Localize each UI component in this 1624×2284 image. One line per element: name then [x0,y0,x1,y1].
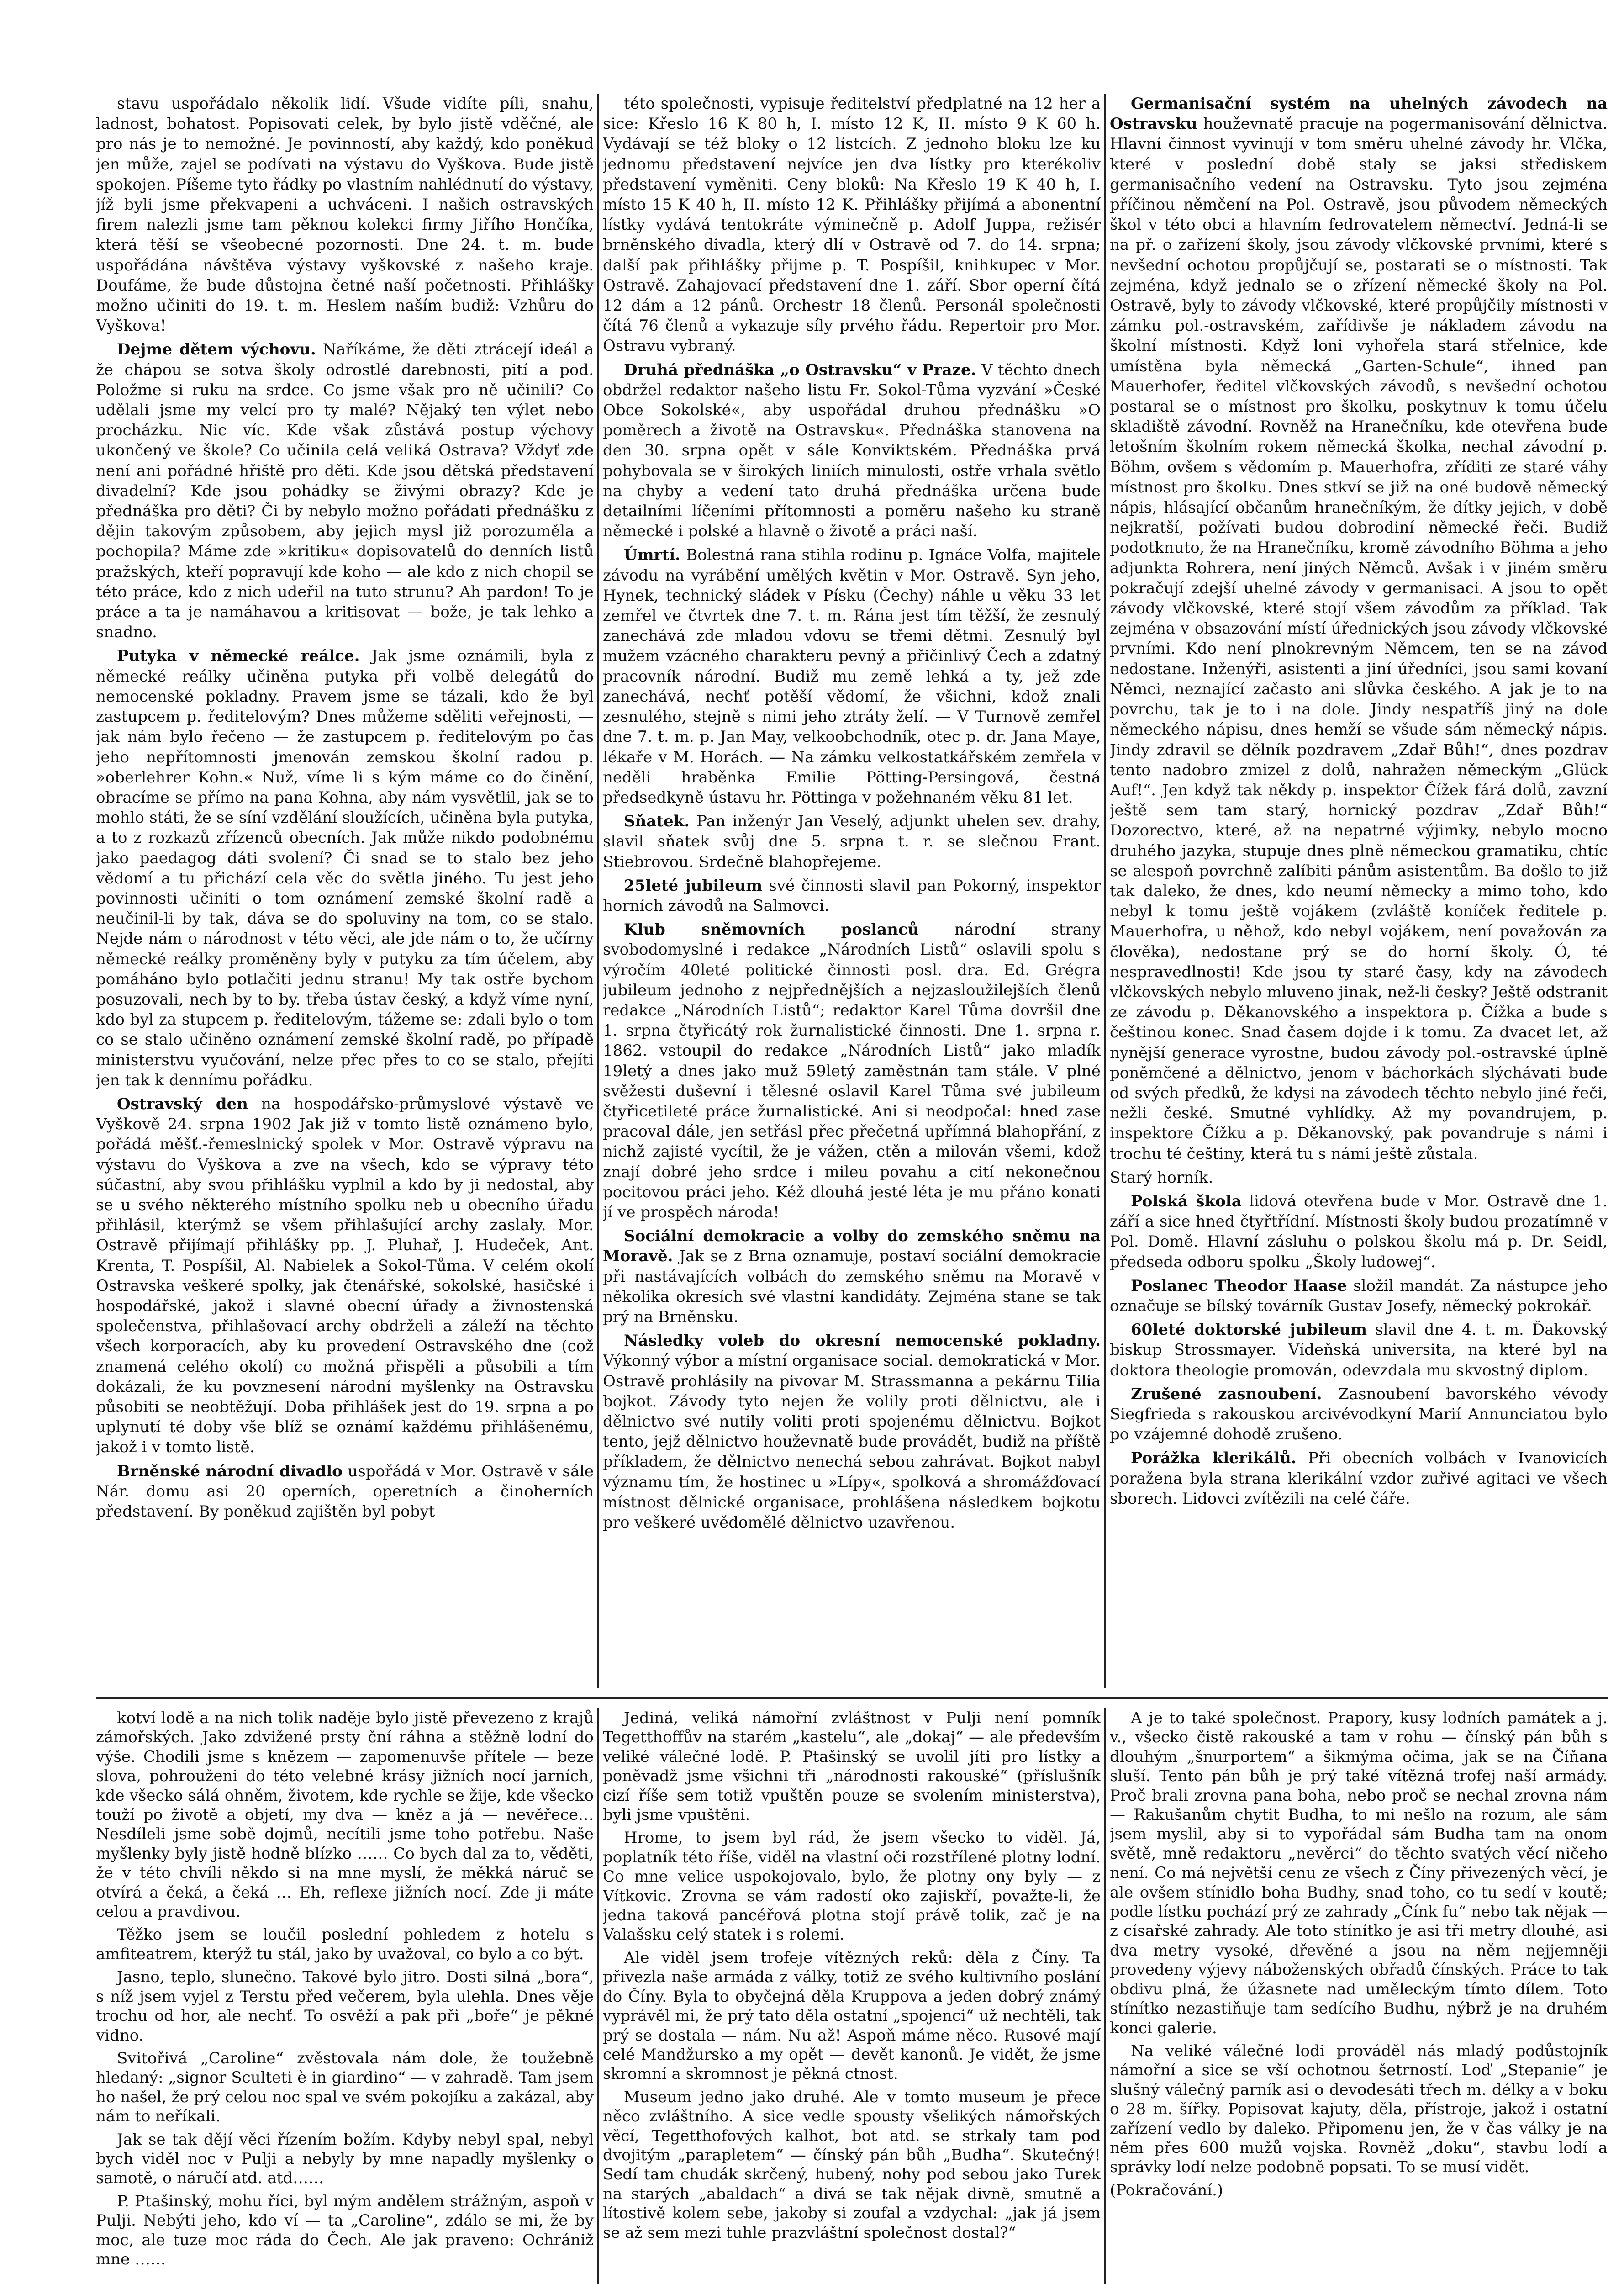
article-paragraph [603,1226,1101,1327]
article-body: A je to také společnost. Prapory, kusy lodních památek a j. v., všecko čistě rakouské a tam v rohu — čínský pán bůh s dlouhým „šnurportem“ a šikmýma očima, jak se na Číňana sluší. Tento pán bůh je prý také vítězná trofej naší armády. Proč brali zrovna pana boha, nebo proč se nechal zrovna nám — Rakušanům chytit Budha, to mi nešlo na rozum, ale sám jsem myslil, aby si to vypořádal sám Budha tam na onom světě, mně redaktoru „nevěrci“ do těchto svatých věcí ničeho není. Co má největší cenu ze všech z Číny přivezených věcí, je ale ovšem stínidlo boha Budhy, snad toho, co tu sedí v koutě; podle lístku pochází prý ze zahrady „Čínk fu“ nebo tak nějak — z císařské zahrady. Ale toto stínítko je asi tři metry dlouhé, asi dva metry vysoké, dřevěné a jsou na něm nejjemněji provedeny výjevy náboženských obřadů čínských. Práce to tak obdivu plná, že úžasnete nad uměleckým tímto dílem. Toto stínítko nezastiňuje tam sedícího Budhu, nýbrž je na druhém konci galerie. [1110,1709,1608,2037]
article-body: národní strany svobodomyslné i redakce „Národních Listů“ oslavili spolu s výročím 40leté politické činnosti posl. dra. Ed. Grégra jubileum jednoho z nejpřednějších a nejzasloužilejších členů redakce „Národních Listů“; redaktor Karel Tůma dovršil dne 1. srpna čtyřicátý rok žurnalistické činnosti. Dne 1. srpna r. 1862. vstoupil do redakce „Národních Listů“ jako mladík 19letý a dnes jako muž 59letý zaměstnán tam stále. V plné svěžesti duševní i tělesné oslavil Karel Tůma své jubileum čtyřicetileté práce žurnalistické. Ani si neodpočal: hned zase pracoval dále, jen setřásl přec přečetná upřímná blahopřání, z nichž zajisté vycítil, že je vážen, ctěn a milován všemi, kdož znají dobré jeho srdce i mileu povahu a cití nekonečnou pocitovou práci jeho. Kéž dlouhá jesté léta je mu přáno konati jí ve prospěch národa! [603,920,1101,1221]
article-paragraph [1110,1384,1608,1445]
article-paragraph [96,1925,594,1964]
article-headline: Poslanec Theodor Haase [1131,1276,1347,1295]
column-rule [1104,94,1106,1688]
article-body: Zasnoubení bavorského vévody Siegfrieda s rakouskou arcivévodkyní Marií Annunciatou bylo po vzájemné dohodě zrušeno. [1110,1385,1608,1444]
article-body: Na veliké válečné lodi prováděl nás mladý podůstojník námořní a sice se vší ochotnou šetrností. Loď „Stepanie“ je slušný válečný parník asi o devodesáti třech m. délky a v boku o 28 m. šířky. Popisovat kajuty, děla, přístroje, jakož i ostatní zařízení vedlo by daleko. Připomenu jen, že v čas války je na něm přes 600 mužů vojska. Rovněž „doku“, stavbu lodí a správky lodí nelze podobně popsati. To se musí vidět. [1110,2041,1608,2177]
article-body: P. Ptašinský, mohu říci, byl mým andělem strážným, aspoň v Pulji. Nebýti jeho, kdo ví — ta „Caroline“, zdálo se mi, že by moc, ale tuze moc ráda do Čech. Ale jak praveno: Ochrániž mne …… [96,2192,594,2268]
article-paragraph [96,2049,594,2126]
article-headline: Sociální demokracie a volby do zemského sněmu na Moravě. [603,1227,1101,1266]
article-body: své činnosti slavil pan Pokorný, inspektor horních závodů na Salmovci. [603,876,1101,915]
article-body: kotví lodě a na nich tolik naděje bylo jistě převezeno z krajů zámořských. Jako zdvižené prsty ční ráhna a stěžně lodní do výše. Chodili jsme s knězem — zapomenuvše přítele — beze slova, pohrouženi do této velebné krásy jižních nocí jarních, kde všecko sálá ohněm, životem, kde rychle se žije, kde všecko touží po životě a objetí, my dva — kněz a já — nevěřece… Nesdíleli jsme sobě dojmů, necítili jsme toho potřebu. Naše myšlenky byly jistě hodně blízko …… Co bych dal za to, věděti, že v této chvíli někdo si na mne myslí, že měkká náruč se otvírá a čeká, a čeká … Eh, reflexe jižních nocí. Zde ji máte celou a pravdivou. [96,1709,594,1921]
article-headline: 60leté doktorské jubileum [1131,1321,1367,1339]
article-body: Jak jsme oznámili, byla z německé reálky učiněna putyka při volbě delegátů do nemocenské pokladny. Pravem jsme se tázali, kdo že byl zastupcem p. ředitelovým? Dnes můžeme sděliti veřejnosti, — jak nám bylo řečeno — že zastupcem p. ředitelovým po čas jeho nepřítomnosti jmenován zemskou školní radou p. »oberlehrer Kohn.« Nuž, víme li s kým máme co do činění, obracíme se přímo na pana Kohna, aby nám vysvětlil, jak se to mohlo státi, že se síní vzdělání sloužících, učiněna byla putyka, a to z rozkazů zřízenců obecních. Jak může nikdo podobnému jako paedagog dáti svolení? Či snad se to stalo bez jeho vědomí a tu přichází cela věc do světla jiného. Tu jest jeho povinnosti učiniti o tom oznámení zemské školní radě a neučinil-li by tak, dáva se do spoluviny na tom, co se stalo. Nejde nám o národnost v této věci, ale jde nám o to, že učírny německé reálky proměněny byly v putyku za tím účelem, aby pomáháno bylo potlačiti jednu stranu! My tak ostře bychom posuzovali, nech by to by. třeba ústav český, a když víme nyní, kdo byl za stupcem p. ředitelovým, tážeme se: zdali bylo o tom co se stalo učiněno oznámení zemské školní radě, po případě ministerstvu vyučování, nelze přec přes to co se stalo, přejíti jen tak k dennímu pořádku. [96,647,594,1089]
article-paragraph [603,1331,1101,1533]
article-body: Bolestná rana stihla rodinu p. Ignáce Volfa, majitele závodu na vyrábění umělých květin v Mor. Ostravě. Syn jeho, Hynek, technický sládek v Písku (Čechy) náhle u věku 33 let zemřel ve čtvrtek dne 7. t. m. Rána jest tím těžší, že zesnulý zanechává zde mladou vdovu se třemi dětmi. Zesnulý byl mužem vzácného charakteru pevný a přičinlivý Čech a zdatný pracovník národní. Budiž mu země lehká a ty, jež zde zanechává, nechť potěší vědomí, že všichni, kdož znali zesnulého, stejně s nimi jeho ztráty želí. — V Turnově zemřel dne 7. t. m. p. Jan May, velkoobchodník, otec p. dr. Jana Maye, lékaře v M. Horách. — Na zámku velkostatkářském zemřela v neděli hraběnka Emilie Pötting-Persingová, čestná předsedkyně ústavu hr. Pöttinga v požehnaném věku 81 let. [603,546,1101,807]
article-headline: Sňatek. [624,812,690,831]
article-paragraph [1110,2041,1608,2177]
column-rule [1104,1708,1106,2284]
article-paragraph [603,94,1101,356]
article-body: Jediná, veliká námořní zvláštnost v Pulji není pomník Tegetthoffův na starém „kastelu“, ale „dokaj“ — ale především veliké válečné lodě. P. Ptašinský se uvolil jíti pro lístky a poněvadž jsme všichni tři „národnosti rakouské“ (příslušník cizí říše sem totiž vpuštěn pouze se svolením ministerstva), byli jsme vpuštěni. [603,1709,1101,1824]
article-body: Při obecních volbách v Ivanovicích poražena byla strana klerikální vzdor zuřivé agitaci ve všech sborech. Lidovci zvítězili na celé čáře. [1110,1449,1608,1508]
article-paragraph [603,360,1101,542]
article-paragraph [1110,1191,1608,1272]
article-headline: Následky voleb do okresní nemocenské pokladny. [624,1332,1101,1350]
article-body: Svitořivá „Caroline“ zvěstovala nám dole, že toužebně hledaný: „signor Sculteti è in giardino“ — v zahradě. Tam jsem ho našel, že prý celou noc spal ve svém pokojíku a zakázal, aby nám to neříkali. [96,2049,594,2126]
article-paragraph [96,339,594,642]
article-paragraph [1110,1276,1608,1316]
article-paragraph [96,2192,594,2269]
article-headline: Polská škola [1131,1192,1242,1211]
article-paragraph [96,646,594,1090]
column-rule [597,94,599,1688]
article-paragraph [1110,1448,1608,1509]
article-paragraph [96,1461,594,1522]
article-body: Jasno, teplo, slunečno. Takové bylo jitro. Dosti silná „bora“, s níž jsem vyjel z Terstu před večerem, byla ulehla. Dnes věje trochu od hor, ale nechť. To osvěží a pak při „boře“ je pěkné vidno. [96,1968,594,2045]
continued-note: (Pokračování.) [1110,2181,1223,2199]
news-column-3 [1110,94,1608,1688]
article-body: této společnosti, vypisuje ředitelství předplatné na 12 her a sice: Křeslo 16 K 80 h, I. místo 12 K, II. místo 9 K 60 h. Vydávají se též bloky o 12 lístcích. Z jednoho bloku lze ku jednomu představení nejvíce jen dva lístky pro kterékoliv představení vyměniti. Ceny bloků: Na Křeslo 19 K 40 h, I. místo 15 K 40 h, II. místo 12 K. Přihlášky přijímá a abonentní lístky vydává tentokráte výminečně p. Adolf Juppa, režisér brněnského divadla, který dlí v Ostravě od 7. do 14. srpna; další pak přihlášky přijme p. T. Pospíšil, knihkupec v Mor. Ostravě. Zahajovací představení dne 1. září. Sbor operní čítá 12 dám a 12 pánů. Orchestr 18 členů. Personál společnosti čítá 76 členů a vykazuje síly prvého řádu. Repertoir pro Mor. Ostravu vybraný. [603,95,1101,355]
article-headline: Úmrtí. [624,546,680,565]
feuilleton-rule [96,1697,1608,1699]
article-headline: Ostravský den [117,1094,248,1113]
article-body: Výkonný výbor a místní organisace social. demokratická v Mor. Ostravě prohlásily na pivovar M. Strassmanna a pekárnu Tilia bojkot. Závody tyto nejen že volily proti dělnictvu, ale i dělnictvo své nutily voliti proti spojenému dělnictvu. Bojkot tento, jejž dělnictvo houževnatě bude provádět, budiž na příště příkladem, že dělnictvo nenechá sebou zahrávat. Bojkot nabyl významu tím, že hostinec u »Lípy«, spolková a shromážďovací místnost dělnické organisace, prohlášena následkem bojkotu pro veškeré uvědomělé dělnictvo uzavřenou. [603,1352,1101,1532]
article-headline: Putyka v německé reálce. [117,647,360,666]
article-body: Hrome, to jsem byl rád, že jsem všecko to viděl. Já, poplatník této říše, viděl na vlastní oči rozstřílené plotny lodní. Co mne velice uspokojovalo, bylo, že plotny ony byly — z Vítkovic. Zrovna se vám radostí oko zajiskří, považte-li, že jedna taková pancéřová plotna stojí právě tolik, zač je na Valašsku celý statek i s rolemi. [603,1829,1101,1944]
article-paragraph [603,920,1101,1222]
article-body: stavu uspořádalo několik lidí. Všude vidíte píli, snahu, ladnost, bohatost. Popisovati celek, by bylo jistě vděčné, ale pro nás je to nemožné. Je povinností, aby každý, kdo poněkud jen může, zajel se podívati na výstavu do Vyškova. Bude jistě spokojen. Píšeme tyto řádky po vlastním nahlédnutí do výstavy, jíž byli jsme překvapeni a uchváceni. I našich ostravských firem nalezli jsme tam pěknou kolekci firmy Jiřího Hončíka, která těší se všeobecné pozornosti. Dne 24. t. m. bude uspořádána návštěva výstavy vyškovské z našeho kraje. Doufáme, že bude důstojna četné naší početnosti. Přihlášky možno učiniti do 19. t. m. Heslem naším budiž: Vzhůru do Vyškova! [96,95,594,335]
article-headline: Klub sněmovních poslanců [624,920,919,939]
article-body: V těchto dnech obdržel redaktor našeho listu Fr. Sokol-Tůma vyzvání »České Obce Sokolské«, aby uspořádal druhou přednášku »O poměrech a životě na Ostravsku«. Přednáška stanovena na den 30. srpna opět v sále Konviktském. Přednáška prvá pohybovala se v širokých liniích minulosti, ostře vrhala světlo na chyby a vedení tato druhá přednáška určena bude detailními líčeními přítomnosti a poměru našeho ku straně německé i polské a hlavně o životě a práci naší. [603,360,1101,541]
article-body: Museum jedno jako druhé. Ale v tomto museum je přece něco zvláštního. A sice vedle spousty všelikých námořských věcí, Tegetthofových kalhot, bot atd. se strkaly tam pod dvojitým „parapletem“ — čínský pán bůh „Budha“. Skutečný! Sedí tam chudák skrčený, hubený, nohy pod sebou jako Turek na starých „abaldach“ a divá se tak nějak divně, smutně a lítostivě kolem sebe, jakoby si zoufal a vzdychal: „jak já jsem se až sem mezi tuhle prazvláštní společnost dostal?“ [603,2088,1101,2242]
news-column-2 [603,94,1101,1688]
article-paragraph [96,2130,594,2188]
article-paragraph [603,1948,1101,2084]
article-paragraph [603,1708,1101,1824]
article-headline: Brněnské národní divadlo [117,1462,343,1480]
article-headline: Zrušené zasnoubení. [1131,1385,1322,1403]
article-body: slavil dne 4. t. m. Ďakovský biskup Strossmayer. Vídeňská universita, na které byl na doktora theologie promován, odevzdala mu skvostný diplom. [1110,1321,1608,1380]
article-paragraph [1110,1320,1608,1380]
news-column-1 [96,94,594,1688]
article-headline: Druhá přednáška „o Ostravsku“ v Praze. [624,360,976,379]
article-headline: Germanisační systém na uhelných závodech na Ostravsku [1110,95,1608,133]
article-paragraph [96,1967,594,2045]
article-body: houževnatě pracuje na pogermanisování dělnictva. Hlavní činnost vyvinují v tom směru uhelné závody hr. Vlčka, které v poslední době staly se jaksi střediskem germanisačního vedení na Ostravsku. Tyto jsou zejména příčinou němčení na Pol. Ostravě, jsou původem německých škol v této obci a hlavním fedrovatelem němectví. Jedná-li se na př. o zařízení školy, jsou závody vlčkovské prvními, které s nevšední ochotou propůjčují se, postarati se o místnosti. Tak zejména, když jednalo se o zřízení německé školy na Pol. Ostravě, byly to závody vlčkovské, které propůjčily místnosti v zámku pol.-ostravském, zařídivše je nákladem závodu na školní místnosti. Když loni vyhořela stará střelnice, kde umístěna byla německá „Garten-Schule“, ihned pan Mauerhofer, ředitel vlčkovských závodů, s nevšední ochotou postaral se o místnost pro školku, poskytnuv k tomu účelu skladiště závodní. Rovněž na Hranečníku, kde otevřena bude letošním školním rokem německá školka, nechal závodní p. Böhm, ovšem s vědomím p. Mauerhofra, zříditi ze staré váhy místnost pro školku. Dnes stkví se již na oné budově německý nápis, hlásající občanům hranečníkým, že dítky jejich, v době nejkratší, požívati budou dobrodiní německé řeči. Budiž podotknuto, že na Hranečníku, kromě závodního Böhma a jeho adjunkta Rohrera, není jiných Němců. Avšak i v jiném směru pokračují zdejší uhelné závody v germanisaci. A jsou to opět závody vlčkovské, které stojí všem závodům za příklad. Tak zejména v obsazování místí úřednických jsou závody vlčkovské prvními. Kdo není plnokrevným Němcem, ten se na závod nedostane. Inženýři, asistenti a jiní úředníci, jsou sami kovaní Němci, neznající začasto ani slůvka českého. A jak je to na povrchu, tak je to i na dole. Jindy nespatříš jiný na dole německého nápisu, dnes hemží se všude sám německý nápis. Jindy zdravil se dělník pozdravem „Zdař Bůh!“, dnes pozdrav tento nadobro zmizel z dolů, nahražen německým „Glück Auf!“. Jen když tak někdy p. inspektor Čížek fárá dolů, zavzní ještě sem tam starý, hornický pozdrav „Zdař Bůh!“ Dozorectvo, které, až na nepatrné výjimky, nebylo mocno druhého jazyka, stupuje dnes plně německou gramatiku, chtíc se alespoň povrchně zalíbiti pánům asistentům. Ba došlo to již tak daleko, že dnes, kdo neumí německy a mimo toho, kdo nebyl k tomu ještě vojákem (zvláště koníček ředitele p. Mauerhofra, u něhož, kdo nebyl vojákem, není považován za člověka), nedostane prý se do horní školy. Ó, té nespravedlnosti! Kde jsou ty staré časy, kdy na závodech vlčkovských nebylo mluveno jinak, než-li česky? Ještě odstranit ze závodu p. Děkanovského a inspektora p. Čížka a bude s češtinou konec. Snad časem dojde i k tomu. Za dvacet let, až nynější generace vyrostne, budou závody pol.-ostravské úplně poněmčené a dělnictvo, jenom v báchorkách slýchávati bude od svých předků, že kdysi na závodech těchto nebylo jiné řeči, nežli české. Smutné vyhlídky. Až my povandrujem, p. inspektore Čížku a p. Děkanovský, pak povandruje s námi i trochu té češtiny, která tu s námi ještě zůstala. [1110,115,1608,1163]
article-paragraph [96,1094,594,1458]
article-headline: Dejme dětem výchovu. [117,340,316,359]
article-body: uspořádá v Mor. Ostravě v sále Nár. domu asi 20 operních, operetních a činoherních představení. By poněkud zajištěn byl pobyt [96,1462,594,1521]
article-body: Jak se z Brna oznamuje, postaví sociální demokracie při nastávajících volbách do zemského sněmu na Moravě v několika okresích své vlastní kandidáty. Zejména stane se tak prý na Brněnsku. [603,1247,1101,1326]
article-body: Ale viděl jsem trofeje vítězných reků: děla z Číny. Ta přivezla naše armáda z války, totiž ze svého kultivního poslání do Číny. Byla to obyčejná děla Kruppova a jeden dobrý známý vyprávěl mi, že prý tato děla ostatní „spojenci“ už nechtěli, tak prý se dostala — nám. Nu až! Aspoň máme něco. Rusové mají celé Mandžursko a my opět — devět kanonů. Je vidět, že jsme skromní a skromnost je pěkná ctnost. [603,1948,1101,2083]
article-headline: Porážka klerikálů. [1131,1449,1297,1468]
article-body: lidová otevřena bude v Mor. Ostravě dne 1. září a sice hned čtyřtřídní. Místnosti školy budou prozatímně v Pol. Domě. Hlavní zásluhu o polskou školu má p. Dr. Seidl, předseda odboru spolku „Školy ludowej“. [1110,1192,1608,1271]
column-rule [597,1708,599,2284]
feuilleton-column-1 [96,1708,594,2284]
article-body: Jak se tak dějí věci řízením božím. Kdyby nebyl spal, nebyl bych viděl noc v Pulji a nebyly by mne napadly myšlenky o samotě, o náručí atd. atd…… [96,2130,594,2188]
article-body: složil mandát. Za nástupce jeho označuje se bílský továrník Gustav Josefy, německý pokrokář. [1110,1276,1608,1315]
article-paragraph [603,876,1101,916]
article-paragraph [603,545,1101,808]
article-body: Naříkáme, že děti ztrácejí ideál a že chápou se sotva školy odrostlé darebnosti, pití a pod. Položme si ruku na srdce. Co jsme však pro ně učinili? Co udělali jsme my velcí pro ty malé? Nějaký ten výlet nebo procházku. Nic víc. Kde však zůstává postup výchovy ukončený ve škole? Co učinila celá veliká Ostrava? Vždyť zde není ani pořádné hřiště pro děti. Kde jsou dětská představení divadelní? Kde jsou pohádky se živými obrazy? Kde je přednáška pro děti? Či by nebylo možno pořádati přednášku z dějin takovým způsobem, aby jejich mysl již porozuměla a pochopila? Máme zde »kritiku« dopisovatelů do denních listů pražských, kteří popravují kde koho — ale kdo z nich chopil se této práce, kdo z nich udeřil na tuto strunu? Ah pardon! To je práce a ta je namáhavou a kritisovat — bože, je tak lehko a snadno. [96,340,594,642]
feuilleton-column-3 [1110,1708,1608,2284]
article-paragraph [603,811,1101,872]
article-paragraph [1110,94,1608,1164]
article-paragraph [96,94,594,336]
article-signature: Starý horník. [1110,1168,1213,1187]
article-paragraph [1110,1708,1608,2038]
article-body: Těžko jsem se loučil poslední pohledem z hotelu s amfiteatrem, kterýž tu stál, jako by uvažoval, co bylo a co být. [96,1925,594,1963]
article-paragraph [603,2088,1101,2242]
article-headline: 25leté jubileum [624,876,763,895]
article-paragraph [96,1708,594,1921]
article-paragraph [603,1828,1101,1944]
feuilleton-column-2 [603,1708,1101,2284]
article-body: na hospodářsko-průmyslové výstavě ve Vyškově 24. srpna 1902 Jak již v tomto listě oznámeno bylo, pořádá měšť.-řemeslnický spolek v Mor. Ostravě výpravu na výstavu do Vyškova a zve na všech, kdo se výpravy této súčastní, aby svou přihlášku vyplnil a kdo by ji nedostal, aby se u svého některého místního spolku neb u obecního úřadu přihlásil, kterýmž se všem přihlašující archy zaslaly. Mor. Ostravě přijímají přihlášky pp. J. Pluhař, J. Hudeček, Ant. Krenta, T. Pospíšil, Al. Nabielek a Sokol-Tůma. V celém okolí Ostravska veškeré spolky, jak čtenářské, sokolské, hasičské i hospodářské, jakož i slavné obecní úřady a živnostenská společenstva, přihlašovací archy obdrželi a záleží na těchto všech korporacích, aby ku provedení Ostravského dne (což znamená celého okolí) co možná přispěli a působili a tím dokázali, že ku povznesení národní myšlenky na Ostravsku působiti se neobtěžují. Doba přihlášek jest do 19. srpna a po uplynutí té doby vše blíž se oznámí každému přihlášenému, jakož i v tomto listě. [96,1094,594,1457]
article-body: Pan inženýr Jan Veselý, adjunkt uhelen sev. drahy, slavil sňatek svůj dne 5. srpna t. r. se slečnou Frant. Stiebrovou. Srdečně blahopřejeme. [603,812,1101,871]
